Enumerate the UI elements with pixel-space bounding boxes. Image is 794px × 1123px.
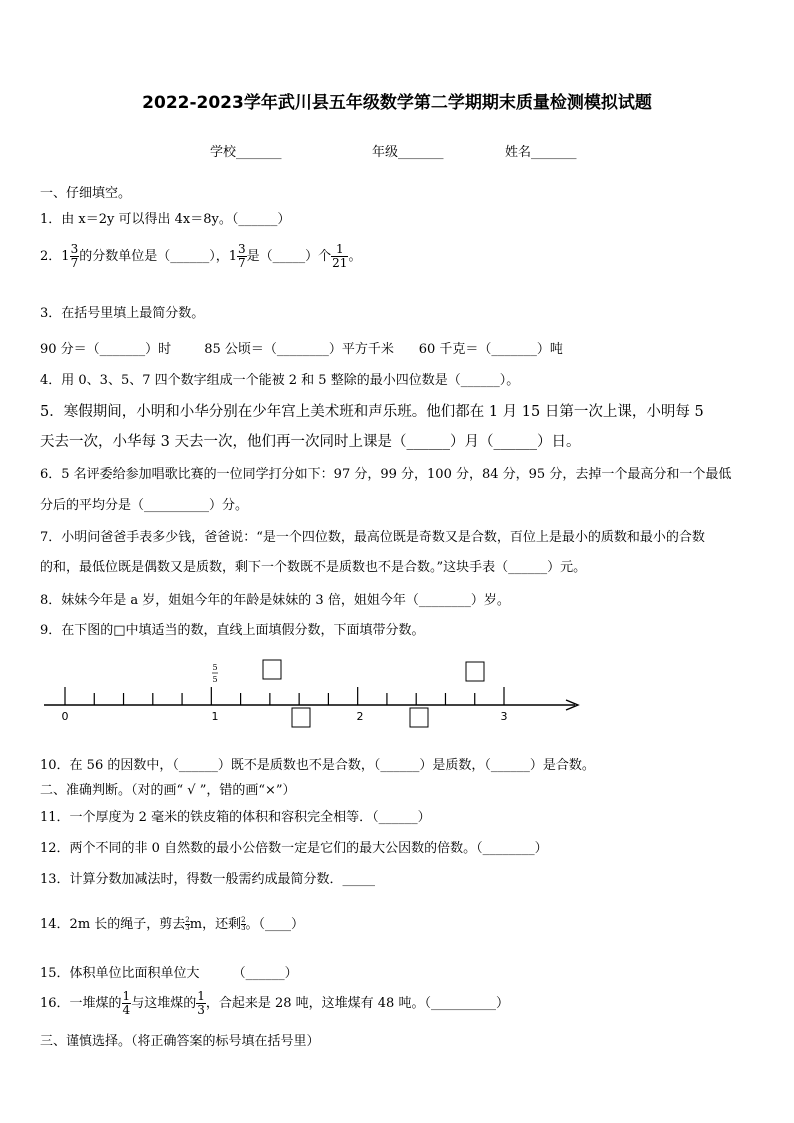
question-10: 10．在 56 的因数中，（______）既不是质数也不是合数，（______）是质数，（______）是合数。 xyxy=(40,758,595,773)
answer-box-below-2[interactable] xyxy=(410,708,428,727)
question-14 xyxy=(40,913,304,932)
q16-den-1: 4 xyxy=(122,1003,131,1017)
q14-prefix: 14．2m 长的绳子，剪去 xyxy=(40,917,186,932)
grade-field: 年级_______ xyxy=(372,145,444,160)
label-0: 0 xyxy=(61,710,69,723)
question-3: 3．在括号里填上最简分数。 xyxy=(40,306,205,321)
q14-num-1: 2 xyxy=(185,916,190,924)
q2-num-3: 1 xyxy=(331,243,348,257)
label-5-5-numerator: 5 xyxy=(212,663,218,672)
number-line-ticks xyxy=(65,687,504,705)
question-6-line-1: 6．5 名评委给参加唱歌比赛的一位同学打分如下：97 分，99 分，100 分，84 分，95 分，去掉一个最高分和一个最低 xyxy=(40,467,732,482)
q16-den-2: 3 xyxy=(197,1003,205,1017)
q2-num-2: 3 xyxy=(238,242,246,256)
label-5-5-denominator: 5 xyxy=(212,675,218,684)
label-1: 1 xyxy=(211,710,219,723)
label-2: 2 xyxy=(356,710,364,723)
q2-den-2: 7 xyxy=(238,256,246,270)
q2-fraction-3 xyxy=(331,243,348,270)
question-8: 8．妹妹今年是 a 岁，姐姐今年的年龄是妹妹的 3 倍，姐姐今年（________）岁。 xyxy=(40,593,510,608)
number-line xyxy=(0,650,794,735)
answer-box-above-2[interactable] xyxy=(466,662,484,681)
question-6-line-2: 分后的平均分是（__________）分。 xyxy=(40,498,249,513)
answer-box-below-1[interactable] xyxy=(292,708,310,727)
q16-fraction-2 xyxy=(196,990,206,1017)
section-3-heading: 三、谨慎选择。（将正确答案的标号填在括号里） xyxy=(40,1034,320,1049)
question-16 xyxy=(40,990,509,1017)
q2-text-1: 的分数单位是（______）， xyxy=(79,249,229,264)
q16-suffix: ，合起来是 28 吨，这堆煤有 48 吨。（__________） xyxy=(205,996,509,1011)
q14-den-2: 3 xyxy=(241,924,246,932)
q2-prefix: 2． xyxy=(40,249,62,264)
question-5-line-1: 5．寒假期间，小明和小华分别在少年宫上美术班和声乐班。他们都在 1 月 15 日第一次上课，小明每 5 xyxy=(40,404,704,420)
question-13: 13．计算分数加减法时，得数一般需约成最简分数．_____ xyxy=(40,872,376,887)
question-2 xyxy=(40,243,361,270)
q2-whole-1: 1 xyxy=(61,249,70,264)
q2-whole-2: 1 xyxy=(228,249,237,264)
q2-num-1: 3 xyxy=(70,242,79,256)
q16-prefix: 16．一堆煤的 xyxy=(40,996,122,1011)
q2-text-2: 是（_____）个 xyxy=(246,249,332,264)
school-field: 学校_______ xyxy=(210,145,282,160)
q16-fraction-1 xyxy=(122,990,132,1017)
label-3: 3 xyxy=(500,710,508,723)
q16-num-2: 1 xyxy=(197,989,205,1003)
name-field: 姓名_______ xyxy=(505,145,577,160)
question-1: 1．由 x＝2y 可以得出 4x＝8y。（______） xyxy=(40,212,291,227)
q14-den-1: 3 xyxy=(185,924,190,932)
question-5-line-2: 天去一次，小华每 3 天去一次，他们再一次同时上课是（______）月（______）日。 xyxy=(40,434,581,450)
q2-fraction-2 xyxy=(237,243,247,270)
section-1-heading: 一、仔细填空。 xyxy=(40,186,132,201)
question-11: 11．一个厚度为 2 毫米的铁皮箱的体积和容积完全相等．（______） xyxy=(40,810,431,825)
question-9: 9．在下图的□中填适当的数，直线上面填假分数，下面填带分数。 xyxy=(40,623,425,638)
question-15: 15．体积单位比面积单位大 （______） xyxy=(40,966,298,981)
q2-fraction-1 xyxy=(70,243,80,270)
question-4: 4．用 0、3、5、7 四个数字组成一个能被 2 和 5 整除的最小四位数是（______）。 xyxy=(40,373,520,388)
answer-box-above-1[interactable] xyxy=(263,660,281,679)
q14-suffix: 。（____） xyxy=(245,917,305,932)
q2-den-3: 21 xyxy=(332,256,348,270)
question-12: 12．两个不同的非 0 自然数的最小公倍数一定是它们的最大公因数的倍数。（________） xyxy=(40,841,548,856)
q16-num-1: 1 xyxy=(122,989,131,1003)
page-title: 2022-2023学年武川县五年级数学第二学期期末质量检测模拟试题 xyxy=(142,93,652,113)
section-2-heading: 二、准确判断。（对的画“ √ ”，错的画“×”） xyxy=(40,783,296,798)
q2-den-1: 7 xyxy=(70,256,79,270)
question-3-blanks: 90 分＝（_______）时 85 公顷＝（________）平方千米 60 千克＝（_______）吨 xyxy=(40,342,563,357)
q16-middle: 与这堆煤的 xyxy=(131,996,197,1011)
q14-num-2: 2 xyxy=(241,916,246,924)
q2-text-3: 。 xyxy=(348,249,362,264)
question-7-line-2: 的和，最低位既是偶数又是质数，剩下一个数既不是质数也不是合数。”这块手表（______）元。 xyxy=(40,560,587,575)
question-7-line-1: 7．小明问爸爸手表多少钱，爸爸说：“是一个四位数，最高位既是奇数又是合数，百位上是最小的质数和最小的合数 xyxy=(40,530,705,545)
q14-middle: m，还剩 xyxy=(189,917,242,932)
